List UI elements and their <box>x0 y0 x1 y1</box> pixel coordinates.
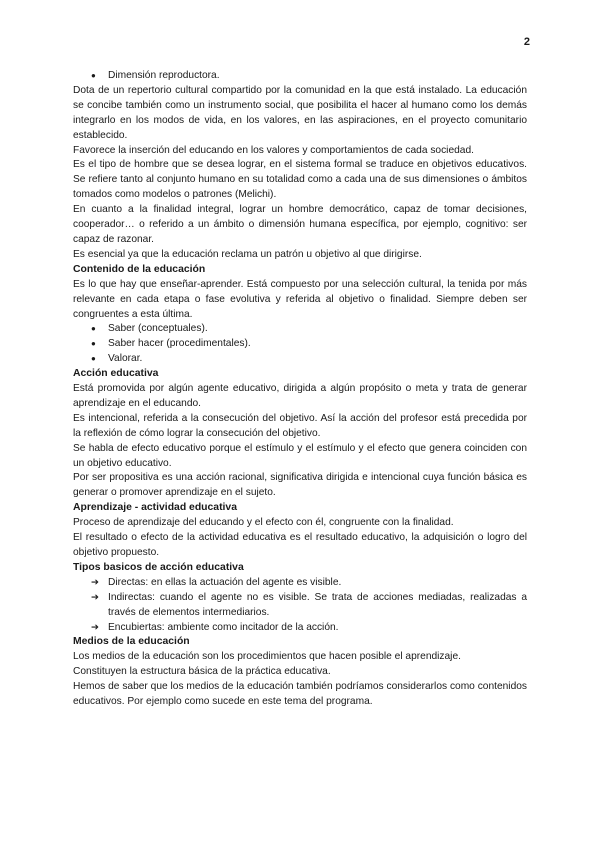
paragraph: Se habla de efecto educativo porque el estímulo y el estímulo y el efecto que genera coinciden con un objetivo educativo. <box>73 442 527 469</box>
bullet-list <box>73 69 527 84</box>
paragraph: Constituyen la estructura básica de la práctica educativa. <box>73 666 331 678</box>
list-item: ➔ Directas: en ellas la actuación del agente es visible. <box>91 576 527 591</box>
list-item: ● Saber (conceptuales). <box>91 322 527 337</box>
paragraph: Proceso de aprendizaje del educando y el efecto con él, congruente con la finalidad. <box>73 517 454 529</box>
paragraph: Es intencional, referida a la consecución del objetivo. Así la acción del profesor está precedida por la reflexión de cómo lograr la consecución del objetivo. <box>73 412 527 439</box>
page-number: 2 <box>523 36 530 48</box>
section-heading: Medios de la educación <box>73 636 190 648</box>
list-item: ➔ Indirectas: cuando el agente no es visible. Se trata de acciones mediadas, realizadas a través de elementos intermediarios. <box>91 591 527 621</box>
paragraph: Es esencial ya que la educación reclama un patrón u objetivo al que dirigirse. <box>73 248 422 260</box>
arrow-list <box>73 576 527 636</box>
paragraph: En cuanto a la finalidad integral, lograr un hombre democrático, capaz de tomar decisiones, cooperador… o referido a un ámbito o dimensión humana específica, por ejemplo, cognitivo: ser capaz de razonar. <box>73 204 527 245</box>
bullet-list <box>73 322 527 367</box>
list-item: ● Dimensión reproductora. <box>91 69 527 84</box>
paragraph: Está promovida por algún agente educativo, dirigida a algún propósito o meta y trata de generar aprendizaje en el educando. <box>73 383 527 409</box>
paragraph: El resultado o efecto de la actividad educativa es el resultado educativo, la adquisición o logro del objetivo propuesto. <box>73 532 527 558</box>
list-item: ● Saber hacer (procedimentales). <box>91 337 527 352</box>
section-heading: Tipos basicos de acción educativa <box>73 561 244 573</box>
list-item: ➔ Encubiertas: ambiente como incitador de la acción. <box>91 621 527 636</box>
paragraph: Los medios de la educación son los procedimientos que hacen posible el aprendizaje. <box>73 651 461 663</box>
paragraph: Hemos de saber que los medios de la educación también podríamos considerarlos como contenidos educativos. Por ejemplo como sucede en este tema del programa. <box>73 681 527 708</box>
paragraph: Es lo que hay que enseñar-aprender. Está compuesto por una selección cultural, la tenida por más relevante en cada etapa o fase evolutiva y referida al objetivo o finalidad. Siempre deben ser congruentes a esta última. <box>73 278 527 320</box>
document-body <box>73 69 527 710</box>
list-item: ● Valorar. <box>91 352 527 367</box>
section-heading: Acción educativa <box>73 368 159 380</box>
section-heading: Contenido de la educación <box>73 263 206 275</box>
paragraph: Por ser propositiva es una acción racional, significativa dirigida e intencional cuya función básica es generar o promover aprendizaje en el sujeto. <box>73 472 527 499</box>
paragraph: Es el tipo de hombre que se desea lograr, en el sistema formal se traduce en objetivos educativos. Se refiere tanto al conjunto humano en su totalidad como a cada una de sus dimensiones o ámbitos tomados como modelos o patrones (Melichi). <box>73 159 527 201</box>
section-heading: Aprendizaje - actividad educativa <box>73 502 237 514</box>
paragraph: Dota de un repertorio cultural compartido por la comunidad en la que está instalado. La educación se concibe también como un instrumento social, que posibilita el hacer al humano como los demás integrarlo en los modos de vida, en los valores, en las aspiraciones, en el proyecto comunitario establecido. <box>73 84 527 141</box>
paragraph: Favorece la inserción del educando en los valores y comportamientos de cada sociedad. <box>73 144 474 156</box>
